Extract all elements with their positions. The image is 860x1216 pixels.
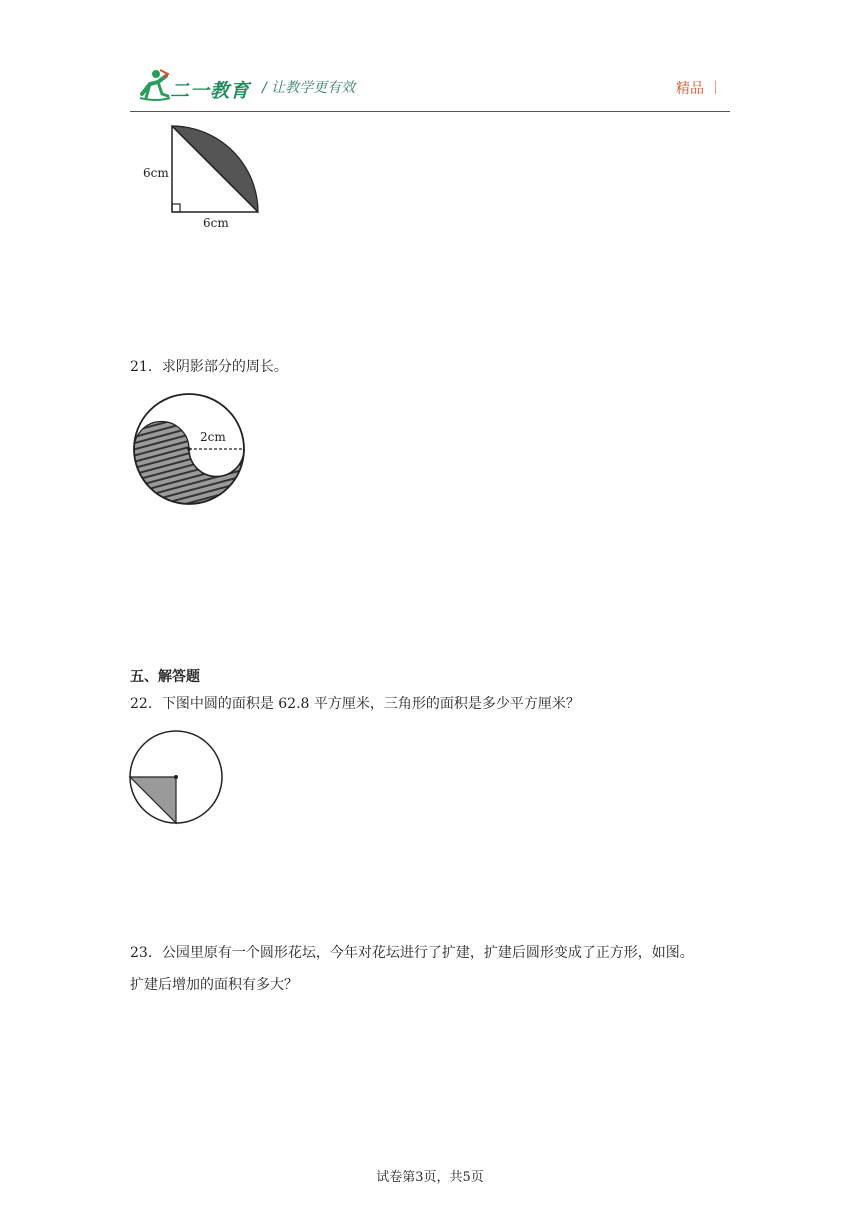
header-premium-label: 精品 ｜ [676,81,723,97]
bottom-side-label: 6cm [203,216,229,230]
figure-circle-triangle [126,728,226,828]
figure-quarter-circle [140,120,270,235]
right-angle-mark [172,204,180,212]
page-footer: 试卷第3页，共5页 [376,1170,484,1185]
left-side-label: 6cm [143,166,169,180]
shaded-region [134,422,244,504]
section-title: 五、解答题 [130,669,200,685]
question-22: 22．下图中圆的面积是 62.8 平方厘米，三角形的面积是多少平方厘米？ [130,696,580,712]
question-23-line-2: 扩建后增加的面积有多大？ [130,977,298,993]
question-23-line-1: 23．公园里原有一个圆形花坛，今年对花坛进行了扩建，扩建后圆形变成了正方形，如图。 [130,945,694,961]
logo-text: 二一教育 [170,80,251,102]
radius-label: 2cm [200,430,226,444]
question-21: 21．求阴影部分的周长。 [130,359,288,375]
figure-yin-yang-circle [128,392,250,512]
header-slogan: / 让教学更有效 [262,80,356,96]
header-divider [130,111,730,112]
